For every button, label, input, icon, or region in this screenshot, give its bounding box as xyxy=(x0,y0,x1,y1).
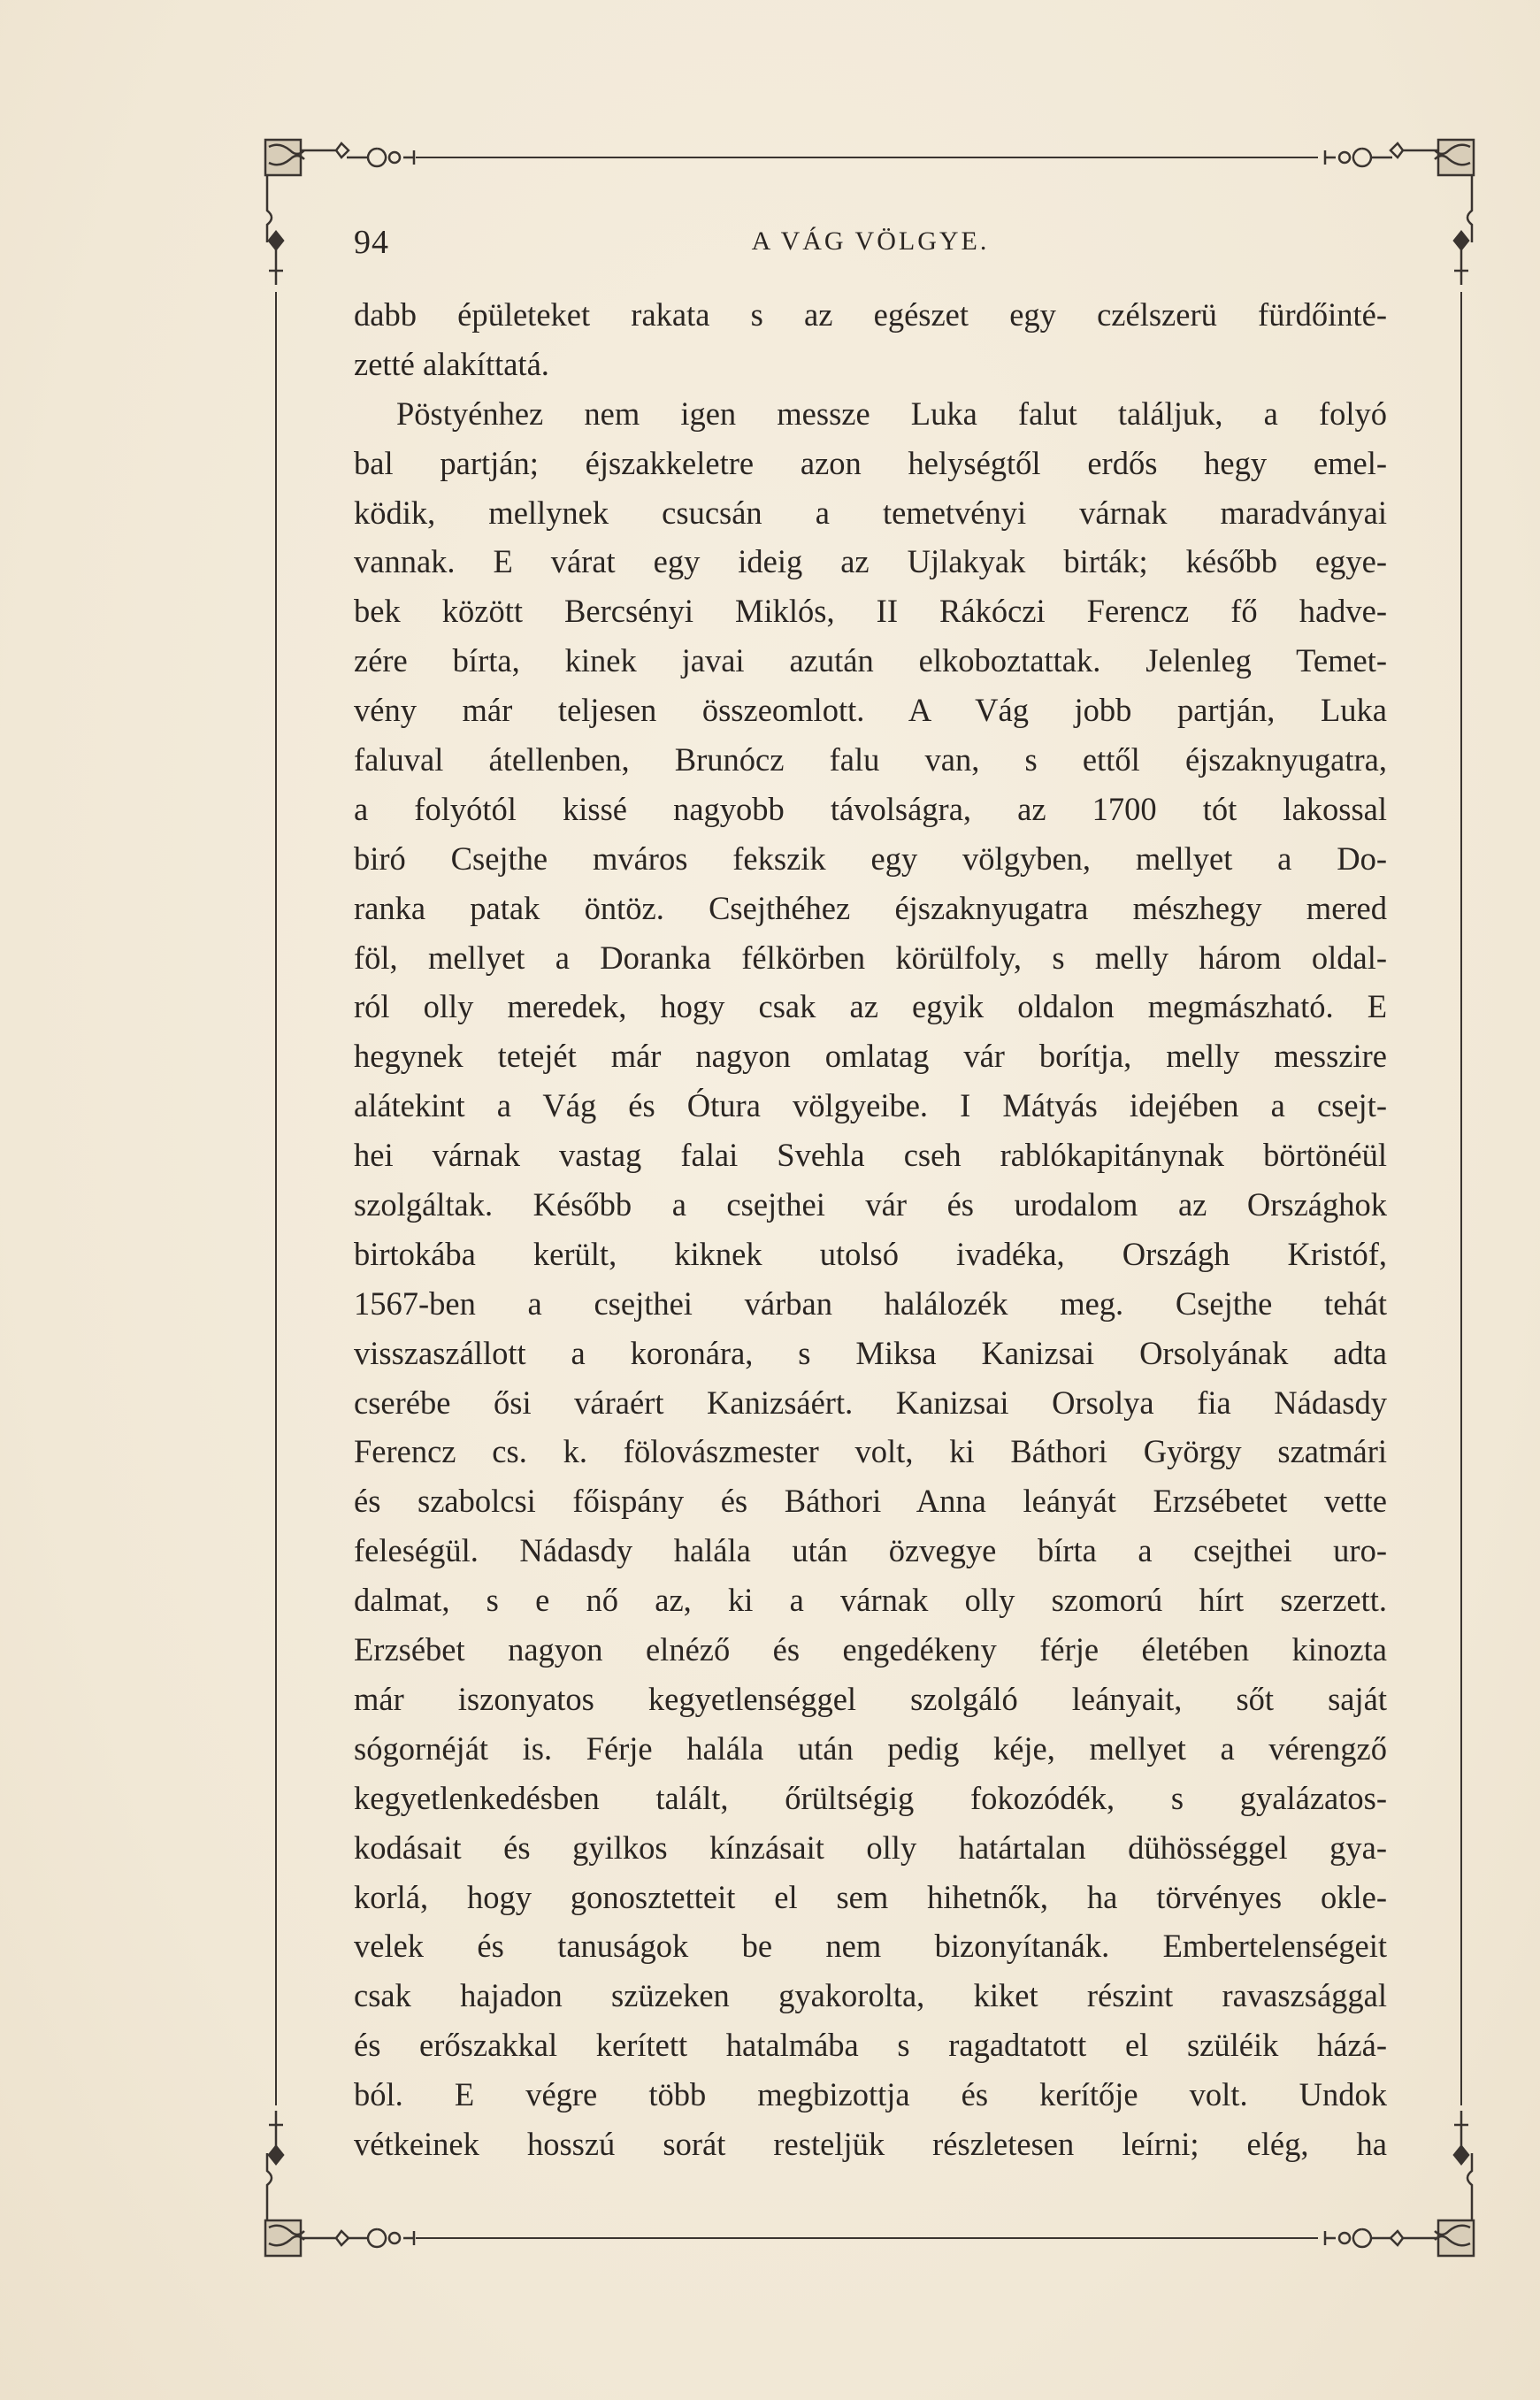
text-line: sógornéját is. Férje halála után pedig kéje, mellyet a vérengző xyxy=(354,1729,1387,1767)
text-line: ranka patak öntöz. Csejthéhez éjszaknyugatra mészhegy mered xyxy=(354,889,1387,926)
text-line: szolgáltak. Később a csejthei vár és urodalom az Országhok xyxy=(354,1186,1387,1223)
text-line: vannak. E várat egy ideig az Ujlakyak birták; később egye- xyxy=(354,543,1387,580)
text-line: kodásait és gyilkos kínzásait olly határtalan dühösséggel gya- xyxy=(354,1829,1387,1866)
text-line: dalmat, s e nő az, ki a várnak olly szomorú hírt szerzett. xyxy=(354,1582,1387,1619)
text-line: föl, mellyet a Doranka félkörben körülfoly, s melly három oldal- xyxy=(354,939,1387,976)
text-line: dabb épületeket rakata s az egészet egy czélszerü fürdőinté- xyxy=(354,296,1387,333)
text-line: vény már teljesen összeomlott. A Vág jobb partján, Luka xyxy=(354,692,1387,729)
text-line: hegynek tetejét már nagyon omlatag vár borítja, melly messzire xyxy=(354,1038,1387,1075)
text-line: biró Csejthe mváros fekszik egy völgyben, mellyet a Do- xyxy=(354,840,1387,877)
text-line: korlá, hogy gonosztetteit el sem hihetnők, ha törvényes okle- xyxy=(354,1878,1387,1915)
text-line: Ferencz cs. k. fölovászmester volt, ki Báthori György szatmári xyxy=(354,1433,1387,1470)
text-line: ról olly meredek, hogy csak az egyik oldalon megmászható. E xyxy=(354,988,1387,1025)
text-line: Erzsébet nagyon elnéző és engedékeny férje életében kinozta xyxy=(354,1631,1387,1668)
text-line: és szabolcsi főispány és Báthori Anna leányát Erzsébetet vette xyxy=(354,1483,1387,1520)
text-line: birtokába került, kiknek utolsó ivadéka, Országh Kristóf, xyxy=(354,1235,1387,1272)
text-line: zére bírta, kinek javai azután elkoboztattak. Jelenleg Temet- xyxy=(354,642,1387,679)
text-line: feleségül. Nádasdy halála után özvegye bírta a csejthei uro- xyxy=(354,1532,1387,1569)
text-line: Pöstyénhez nem igen messze Luka falut találjuk, a folyó xyxy=(396,395,1387,432)
text-line: hei várnak vastag falai Svehla cseh rablókapitánynak börtönéül xyxy=(354,1137,1387,1174)
text-line: bal partján; éjszakkeletre azon helységtől erdős hegy emel- xyxy=(354,444,1387,481)
page-number: 94 xyxy=(354,224,389,261)
text-line: faluval átellenben, Brunócz falu van, s ettől éjszaknyugatra, xyxy=(354,741,1387,778)
body-text xyxy=(354,290,1387,2169)
text-line: csak hajadon szüzeken gyakorolta, kiket részint ravaszsággal xyxy=(354,1977,1387,2014)
running-title: A VÁG VÖLGYE. xyxy=(751,226,990,256)
text-line: cserébe ősi váraért Kanizsáért. Kanizsai Orsolya fia Nádasdy xyxy=(354,1384,1387,1421)
text-line: vétkeinek hosszú sorát resteljük részletesen leírni; elég, ha xyxy=(354,2125,1387,2162)
text-line: ködik, mellynek csucsán a temetvényi várnak maradványai xyxy=(354,494,1387,531)
text-line: és erőszakkal kerített hatalmába s ragadtatott el szüléik házá- xyxy=(354,2027,1387,2064)
text-line: 1567-ben a csejthei várban halálozék meg. Csejthe tehát xyxy=(354,1284,1387,1322)
text-line: ból. E végre több megbizottja és kerítője volt. Undok xyxy=(354,2076,1387,2113)
text-line: visszaszállott a koronára, s Miksa Kanizsai Orsolyának adta xyxy=(354,1334,1387,1371)
text-line: alátekint a Vág és Ótura völgyeibe. I Mátyás idejében a csejt- xyxy=(354,1087,1387,1124)
text-line: már iszonyatos kegyetlenséggel szolgáló leányait, sőt saját xyxy=(354,1680,1387,1717)
text-line: kegyetlenkedésben talált, őrültségig fokozódék, s gyalázatos- xyxy=(354,1779,1387,1816)
text-line: zetté alakíttatá. xyxy=(354,345,549,382)
text-line: velek és tanuságok be nem bizonyítanák. Embertelenségeit xyxy=(354,1928,1387,1965)
text-line: a folyótól kissé nagyobb távolságra, az 1700 tót lakossal xyxy=(354,790,1387,827)
page-header xyxy=(354,223,1387,267)
text-line: bek között Bercsényi Miklós, II Rákóczi Ferencz fő hadve- xyxy=(354,593,1387,630)
